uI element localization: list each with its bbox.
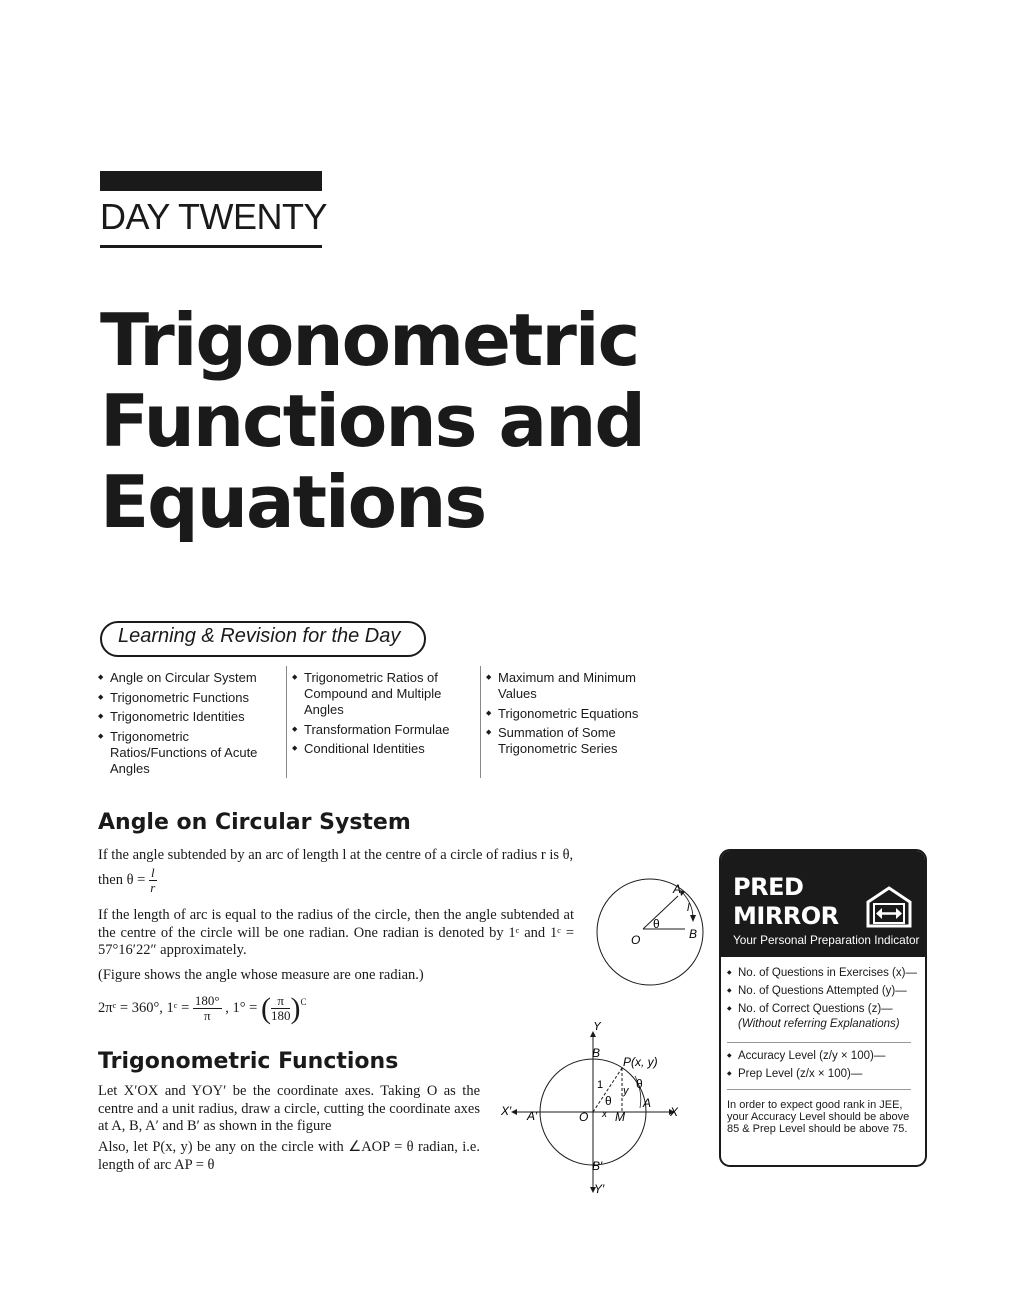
arrow-head	[690, 915, 696, 922]
section-heading-functions: Trigonometric Functions	[98, 1049, 399, 1074]
l-over-r-fraction	[149, 866, 157, 895]
day-header-bar	[100, 171, 322, 191]
topic-item: ◆ Trigonometric Ratios of Compound and Multiple Angles	[292, 670, 467, 718]
learning-revision-heading: Learning & Revision for the Day	[118, 625, 401, 647]
section-heading-angle: Angle on Circular System	[98, 810, 411, 835]
pred-mirror-level-item: ◆ Prep Level (z/x × 100)—	[727, 1065, 917, 1083]
pred-mirror-item: ◆ No. of Questions in Exercises (x)—	[727, 964, 917, 982]
fraction-denominator: r	[150, 880, 156, 895]
angle-definition	[98, 866, 157, 895]
topic-item: ◆ Transformation Formulae	[292, 722, 467, 738]
label-o: O	[631, 933, 641, 947]
pred-mirror-level-list	[727, 1047, 917, 1083]
column-divider	[480, 666, 481, 778]
topic-item: ◆ Conditional Identities	[292, 741, 467, 757]
label-b: B	[689, 927, 698, 941]
label-m: M	[615, 1110, 625, 1124]
pred-mirror-item: ◆ No. of Correct Questions (z)—	[727, 1000, 917, 1018]
chapter-title-line2: Functions and	[100, 379, 644, 463]
pred-mirror-title-line2: MIRROR	[733, 902, 839, 930]
label-x-prime: X′	[501, 1104, 512, 1118]
chapter-title-line1: Trigonometric	[100, 298, 639, 382]
label-theta-centre: θ	[605, 1094, 612, 1108]
arrow-head	[511, 1109, 517, 1115]
pred-mirror-header	[721, 851, 925, 957]
topic-item: ◆ Summation of Some Trigonometric Series	[486, 725, 661, 757]
topic-item: ◆ Maximum and Minimum Values	[486, 670, 661, 702]
pred-mirror-note-italic: (Without referring Explanations)	[738, 1018, 900, 1030]
label-b-prime: B′	[592, 1159, 603, 1173]
fraction-denominator: π	[203, 1008, 211, 1023]
formula-mid: , 1° =	[225, 999, 258, 1016]
unit-circle-figure	[498, 1022, 688, 1196]
day-header-rule	[100, 245, 322, 248]
label-l: l	[687, 902, 690, 914]
label-a-prime: A′	[527, 1109, 538, 1123]
label-a: A	[673, 882, 682, 896]
topic-item: ◆ Angle on Circular System	[98, 670, 273, 686]
pred-mirror-question-list	[727, 964, 917, 1018]
pred-mirror-subtitle: Your Personal Preparation Indicator	[733, 933, 920, 947]
chapter-title	[100, 300, 700, 543]
angle-para-2: If the length of arc is equal to the radius of the circle, then the angle subtended at the centre of the circle will be one radian. One radian is denoted by 1ᶜ and 1ᶜ = 57°16′22″ approximately.	[98, 907, 574, 958]
functions-para-1: Let X′OX and YOY′ be the coordinate axes. Taking O as the centre and a unit radius, draw a circle, cutting the coordinate axes at A, B, A′ and B′ as shown in the figure	[98, 1083, 480, 1134]
pred-mirror-divider	[727, 1042, 911, 1043]
formula-superscript: C	[300, 997, 307, 1007]
fraction-numerator: 180°	[194, 993, 220, 1008]
right-paren: )	[290, 991, 301, 1025]
degree-over-pi-fraction	[193, 994, 222, 1023]
topic-item: ◆ Trigonometric Equations	[486, 706, 661, 722]
chapter-title-line3: Equations	[100, 460, 486, 544]
radian-circle-figure	[585, 876, 710, 988]
pred-mirror-divider	[727, 1089, 911, 1090]
pred-mirror-footnote: In order to expect good rank in JEE, your Accuracy Level should be above 85 & Prep Level should be above 75.	[727, 1099, 910, 1135]
pred-mirror-item: ◆ No. of Questions Attempted (y)—	[727, 982, 917, 1000]
pred-mirror-box	[719, 849, 927, 1167]
topic-column-1	[98, 670, 273, 780]
angle-para-3: (Figure shows the angle whose measure are one radian.)	[98, 967, 424, 983]
topic-column-2	[292, 670, 467, 761]
fraction-numerator: l	[150, 865, 155, 880]
pred-mirror-level-item: ◆ Accuracy Level (z/y × 100)—	[727, 1047, 917, 1065]
circle	[597, 879, 703, 985]
functions-para-2: Also, let P(x, y) be any on the circle with ∠AOP = θ radian, i.e. length of arc AP = θ	[98, 1139, 480, 1173]
radius-oa	[643, 896, 678, 929]
angle-para-1: If the angle subtended by an arc of length l at the centre of a circle of radius r is θ,	[98, 847, 574, 863]
fraction-denominator: 180	[270, 1008, 291, 1023]
topic-item: ◆ Trigonometric Functions	[98, 690, 273, 706]
label-a: A	[643, 1096, 652, 1110]
label-theta: θ	[653, 917, 660, 931]
pred-mirror-title	[733, 873, 839, 931]
then-text: then θ =	[98, 871, 146, 888]
label-small-x: x	[602, 1109, 607, 1120]
topic-item: ◆ Trigonometric Identities	[98, 709, 273, 725]
label-y-axis: Y	[593, 1022, 602, 1033]
label-p: P(x, y)	[623, 1055, 658, 1069]
topic-item: ◆ Trigonometric Ratios/Functions of Acute Angles	[98, 729, 273, 777]
radian-formula	[98, 991, 307, 1025]
label-b: B	[592, 1046, 601, 1060]
mirror-logo-icon	[865, 885, 913, 929]
topic-column-3	[486, 670, 661, 761]
day-label: DAY TWENTY	[100, 196, 328, 237]
fraction-numerator: π	[271, 994, 291, 1009]
label-small-y: y	[623, 1085, 629, 1097]
label-y-prime: Y′	[594, 1182, 605, 1196]
label-theta-arc: θ	[636, 1077, 643, 1091]
left-paren: (	[260, 991, 271, 1025]
pi-over-180-fraction	[271, 994, 291, 1023]
formula-left: 2πᶜ = 360°, 1ᶜ =	[98, 999, 190, 1016]
column-divider	[286, 666, 287, 778]
label-o: O	[579, 1110, 589, 1124]
label-x-axis: X	[670, 1105, 679, 1119]
pred-mirror-title-line1: PRED	[733, 873, 804, 901]
label-one: 1	[597, 1079, 604, 1091]
